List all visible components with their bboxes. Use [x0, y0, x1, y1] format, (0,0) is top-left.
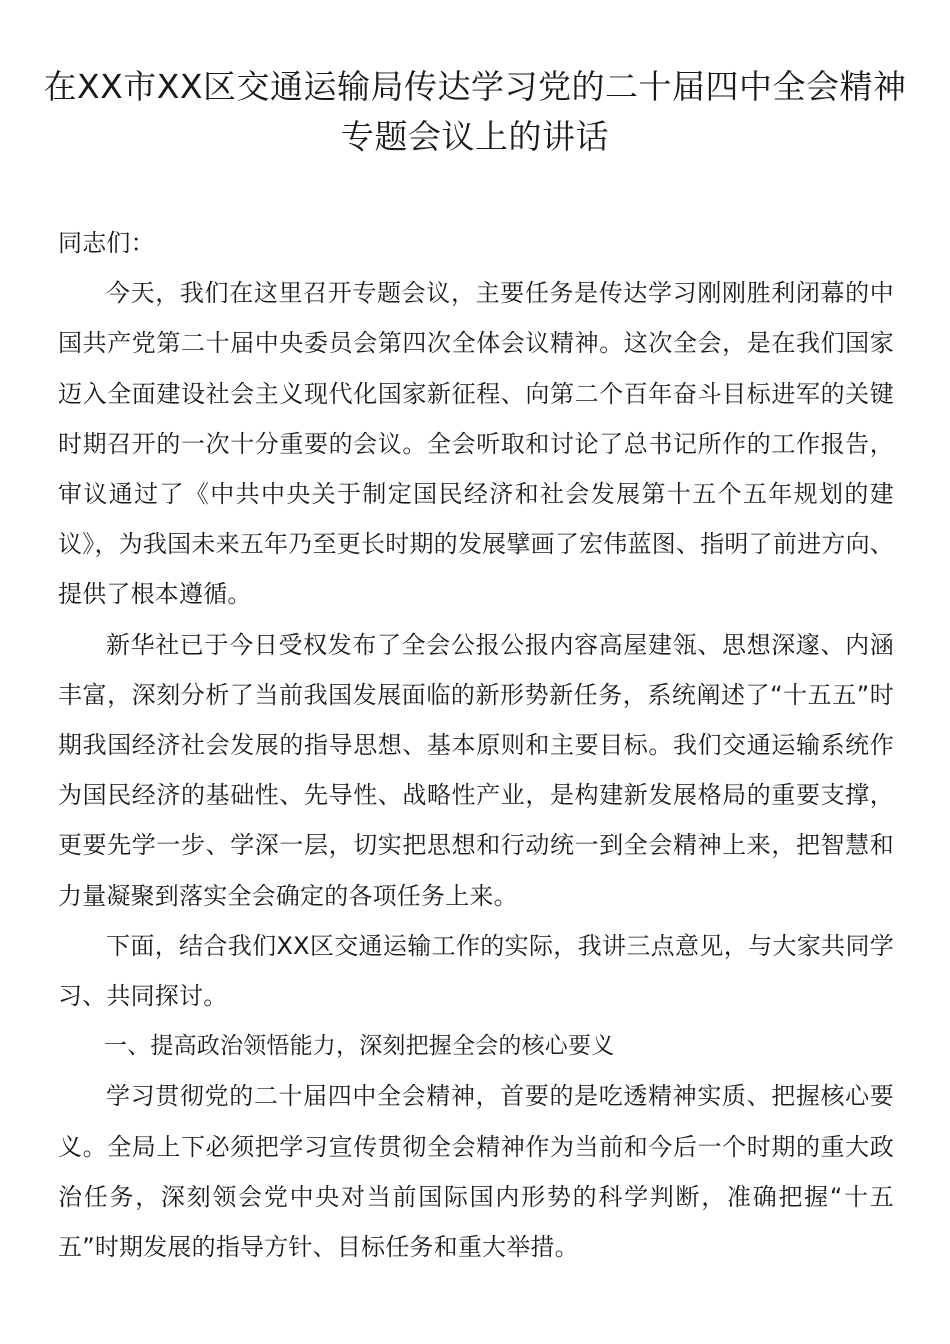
salutation: 同志们： [58, 229, 155, 257]
document-body [58, 218, 894, 1272]
section-heading: 一、提高政治领悟能力，深刻把握全会的核心要义 [104, 1033, 615, 1060]
body-paragraph: 下面，结合我们XX区交通运输工作的实际，我讲三点意见，与大家共同学习、共同探讨。 [58, 931, 894, 1011]
document-title: 在XX市XX区交通运输局传达学习党的二十届四中全会精神专题会议上的讲话 [43, 67, 907, 156]
body-paragraph: 今天，我们在这里召开专题会议，主要任务是传达学习刚刚胜利闭幕的中国共产党第二十届中央委员会第四次全体会议精神。这次全会，是在我们国家迈入全面建设社会主义现代化国家新征程、向第二个百年奋斗目标进军的关键时期召开的一次十分重要的会议。全会听取和讨论了总书记所作的工作报告，审议通过了《中共中央关于制定国民经济和社会发展第十五个五年规划的建议》，为我国未来五年乃至更长时期的发展擘画了宏伟蓝图、指明了前进方向、提供了根本遵循。 [58, 279, 894, 609]
body-paragraph: 新华社已于今日受权发布了全会公报公报内容高屋建瓴、思想深邃、内涵丰富，深刻分析了当前我国发展面临的新形势新任务，系统阐述了“十五五”时期我国经济社会发展的指导思想、基本原则和主要目标。我们交通运输系统作为国民经济的基础性、先导性、战略性产业，是构建新发展格局的重要支撑，更要先学一步、学深一层，切实把思想和行动统一到全会精神上来，把智慧和力量凝聚到落实全会确定的各项任务上来。 [58, 630, 894, 910]
section-paragraph: 学习贯彻党的二十届四中全会精神，首要的是吃透精神实质、把握核心要义。全局上下必须把学习宣传贯彻全会精神作为当前和今后一个时期的重大政治任务，深刻领会党中央对当前国际国内形势的科学判断，准确把握“十五五”时期发展的指导方针、目标任务和重大举措。 [58, 1082, 894, 1262]
